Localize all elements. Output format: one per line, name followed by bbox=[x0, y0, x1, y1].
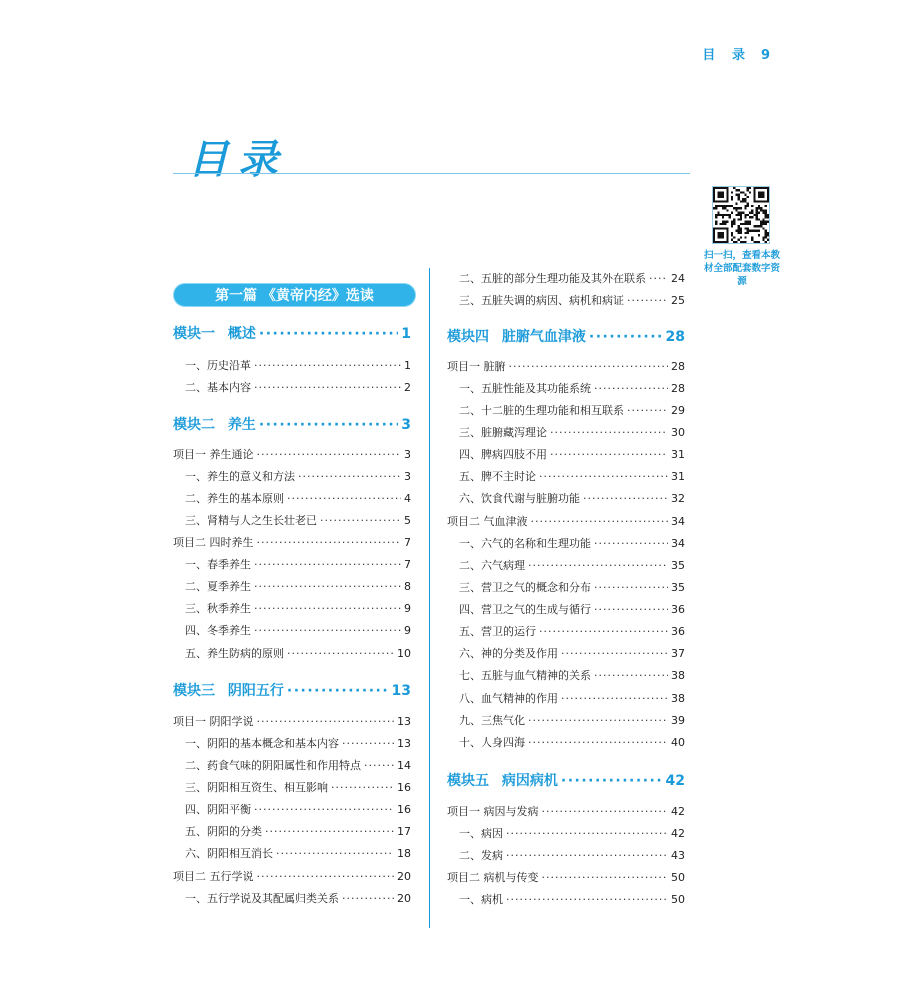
toc-entry-page: 8 bbox=[404, 580, 411, 593]
toc-leader-dots bbox=[331, 781, 394, 794]
toc-entry-title: 一、病因 bbox=[459, 827, 503, 840]
toc-entry-title: 四、阴阳平衡 bbox=[185, 803, 251, 816]
toc-leader-dots bbox=[561, 692, 668, 705]
running-head-page-number: 9 bbox=[760, 48, 770, 63]
toc-leader-dots bbox=[506, 849, 668, 862]
toc-leader-dots bbox=[539, 470, 668, 483]
toc-entry-module[interactable] bbox=[173, 414, 411, 434]
toc-leader-dots bbox=[550, 426, 668, 439]
toc-entry-title: 三、肾精与人之生长壮老已 bbox=[185, 514, 317, 527]
toc-entry-page: 7 bbox=[404, 558, 411, 571]
toc-leader-dots bbox=[276, 847, 394, 860]
toc-entry-title: 项目一 养生通论 bbox=[173, 448, 254, 461]
toc-entry-page: 37 bbox=[671, 647, 685, 660]
toc-entry-title: 六、饮食代谢与脏腑功能 bbox=[459, 492, 580, 505]
toc-entry-page: 7 bbox=[404, 536, 411, 549]
toc-entry-title: 一、历史沿革 bbox=[185, 359, 251, 372]
toc-leader-dots bbox=[287, 683, 389, 699]
toc-entry-page: 36 bbox=[671, 603, 685, 616]
toc-entry-title: 八、血气精神的作用 bbox=[459, 692, 558, 705]
qr-code-icon[interactable] bbox=[712, 186, 770, 244]
running-head-title: 目 录 bbox=[702, 48, 751, 63]
toc-entry-title: 模块三 阴阳五行 bbox=[173, 683, 284, 699]
toc-entry-title: 二、六气病理 bbox=[459, 559, 525, 572]
toc-entry-page: 34 bbox=[671, 537, 685, 550]
toc-entry-item[interactable] bbox=[173, 556, 411, 572]
toc-entry-title: 四、营卫之气的生成与循行 bbox=[459, 603, 591, 616]
toc-leader-dots bbox=[528, 559, 668, 572]
toc-entry-title: 二、十二脏的生理功能和相互联系 bbox=[459, 404, 624, 417]
toc-entry-item[interactable] bbox=[447, 734, 685, 750]
toc-entry-page: 31 bbox=[671, 470, 685, 483]
toc-entry-title: 项目二 气血津液 bbox=[447, 515, 528, 528]
toc-entry-page: 13 bbox=[397, 715, 411, 728]
toc-entry-page: 42 bbox=[665, 773, 685, 789]
toc-entry-title: 模块一 概述 bbox=[173, 326, 256, 342]
toc-entry-item[interactable] bbox=[173, 468, 411, 484]
toc-entry-title: 三、营卫之气的概念和分布 bbox=[459, 581, 591, 594]
toc-entry-page: 1 bbox=[404, 359, 411, 372]
toc-entry-item[interactable] bbox=[173, 890, 411, 906]
toc-entry-page: 9 bbox=[404, 624, 411, 637]
toc-entry-item[interactable] bbox=[447, 825, 685, 841]
toc-entry-page: 50 bbox=[671, 893, 685, 906]
toc-leader-dots bbox=[528, 736, 668, 749]
toc-entry-project[interactable] bbox=[447, 358, 685, 374]
toc-entry-item[interactable] bbox=[173, 512, 411, 528]
page-title: 目录 bbox=[188, 137, 288, 183]
toc-entry-item[interactable] bbox=[447, 424, 685, 440]
toc-entry-title: 六、阴阳相互消长 bbox=[185, 847, 273, 860]
toc-leader-dots bbox=[561, 647, 668, 660]
toc-entry-page: 13 bbox=[391, 683, 411, 699]
toc-entry-title: 模块二 养生 bbox=[173, 417, 256, 433]
toc-leader-dots bbox=[257, 715, 395, 728]
toc-entry-page: 10 bbox=[397, 647, 411, 660]
toc-leader-dots bbox=[561, 773, 663, 789]
toc-entry-page: 20 bbox=[397, 892, 411, 905]
toc-entry-project[interactable] bbox=[173, 868, 411, 884]
toc-leader-dots bbox=[254, 381, 401, 394]
toc-entry-item[interactable] bbox=[447, 468, 685, 484]
toc-entry-item[interactable] bbox=[447, 847, 685, 863]
toc-entry-title: 项目一 脏腑 bbox=[447, 360, 506, 373]
toc-leader-dots bbox=[287, 647, 394, 660]
toc-entry-item[interactable] bbox=[173, 801, 411, 817]
toc-entry-page: 1 bbox=[401, 326, 411, 342]
toc-leader-dots bbox=[509, 360, 669, 373]
toc-entry-project[interactable] bbox=[173, 534, 411, 550]
toc-leader-dots bbox=[594, 603, 668, 616]
toc-entry-item[interactable] bbox=[447, 667, 685, 683]
toc-entry-page: 31 bbox=[671, 448, 685, 461]
toc-entry-title: 一、五行学说及其配属归类关系 bbox=[185, 892, 339, 905]
toc-entry-page: 25 bbox=[671, 294, 685, 307]
toc-entry-module[interactable] bbox=[173, 323, 411, 343]
toc-leader-dots bbox=[364, 759, 394, 772]
toc-leader-dots bbox=[506, 827, 668, 840]
toc-leader-dots bbox=[594, 382, 668, 395]
toc-entry-title: 十、人身四海 bbox=[459, 736, 525, 749]
toc-leader-dots bbox=[254, 602, 401, 615]
toc-entry-title: 九、三焦气化 bbox=[459, 714, 525, 727]
toc-entry-item[interactable] bbox=[447, 292, 685, 308]
toc-leader-dots bbox=[542, 871, 669, 884]
toc-leader-dots bbox=[342, 892, 394, 905]
toc-entry-module[interactable] bbox=[447, 770, 685, 790]
toc-entry-page: 13 bbox=[397, 737, 411, 750]
toc-entry-page: 32 bbox=[671, 492, 685, 505]
toc-entry-title: 一、六气的名称和生理功能 bbox=[459, 537, 591, 550]
part-banner: 第一篇 《黄帝内经》选读 bbox=[173, 283, 416, 307]
toc-entry-page: 36 bbox=[671, 625, 685, 638]
toc-entry-title: 项目一 阴阳学说 bbox=[173, 715, 254, 728]
toc-entry-item[interactable] bbox=[447, 891, 685, 907]
toc-entry-title: 三、五脏失调的病因、病机和病证 bbox=[459, 294, 624, 307]
toc-entry-page: 20 bbox=[397, 870, 411, 883]
toc-entry-page: 30 bbox=[671, 426, 685, 439]
toc-entry-page: 29 bbox=[671, 404, 685, 417]
toc-leader-dots bbox=[531, 515, 669, 528]
toc-entry-page: 40 bbox=[671, 736, 685, 749]
toc-entry-page: 28 bbox=[671, 382, 685, 395]
toc-entry-item[interactable] bbox=[447, 446, 685, 462]
toc-entry-item[interactable] bbox=[447, 270, 685, 286]
qr-caption: 扫一扫，查看本教材全部配套数字资源 bbox=[703, 250, 780, 287]
toc-entry-title: 七、五脏与血气精神的关系 bbox=[459, 669, 591, 682]
toc-entry-page: 24 bbox=[671, 272, 685, 285]
toc-entry-title: 四、冬季养生 bbox=[185, 624, 251, 637]
toc-leader-dots bbox=[254, 580, 401, 593]
toc-leader-dots bbox=[298, 470, 401, 483]
toc-entry-page: 39 bbox=[671, 714, 685, 727]
toc-entry-title: 一、阴阳的基本概念和基本内容 bbox=[185, 737, 339, 750]
toc-entry-title: 二、药食气味的阴阳属性和作用特点 bbox=[185, 759, 361, 772]
toc-entry-title: 二、五脏的部分生理功能及其外在联系 bbox=[459, 272, 646, 285]
toc-leader-dots bbox=[542, 805, 669, 818]
toc-leader-dots bbox=[649, 272, 668, 285]
toc-entry-project[interactable] bbox=[447, 803, 685, 819]
column-divider bbox=[429, 268, 430, 928]
toc-entry-page: 9 bbox=[404, 602, 411, 615]
toc-entry-title: 五、脾不主时论 bbox=[459, 470, 536, 483]
toc-entry-item[interactable] bbox=[447, 490, 685, 506]
toc-entry-item[interactable] bbox=[447, 579, 685, 595]
title-rule bbox=[173, 173, 690, 174]
toc-leader-dots bbox=[254, 803, 394, 816]
toc-entry-page: 34 bbox=[671, 515, 685, 528]
toc-leader-dots bbox=[259, 326, 398, 342]
toc-entry-item[interactable] bbox=[173, 600, 411, 616]
toc-entry-module[interactable] bbox=[447, 326, 685, 346]
toc-entry-title: 模块四 脏腑气血津液 bbox=[447, 329, 586, 345]
toc-entry-title: 五、阴阳的分类 bbox=[185, 825, 262, 838]
toc-entry-title: 项目一 病因与发病 bbox=[447, 805, 539, 818]
toc-leader-dots bbox=[594, 669, 668, 682]
toc-entry-item[interactable] bbox=[173, 757, 411, 773]
toc-entry-page: 5 bbox=[404, 514, 411, 527]
toc-entry-item[interactable] bbox=[447, 557, 685, 573]
toc-entry-item[interactable] bbox=[447, 601, 685, 617]
toc-entry-item[interactable] bbox=[447, 402, 685, 418]
toc-entry-item[interactable] bbox=[173, 779, 411, 795]
toc-entry-item[interactable] bbox=[173, 735, 411, 751]
toc-leader-dots bbox=[627, 294, 668, 307]
toc-entry-page: 17 bbox=[397, 825, 411, 838]
toc-entry-page: 3 bbox=[404, 448, 411, 461]
toc-entry-item[interactable] bbox=[447, 380, 685, 396]
toc-leader-dots bbox=[259, 417, 398, 433]
toc-entry-item[interactable] bbox=[173, 379, 411, 395]
toc-leader-dots bbox=[627, 404, 668, 417]
toc-entry-title: 三、阴阳相互资生、相互影响 bbox=[185, 781, 328, 794]
toc-entry-item[interactable] bbox=[173, 622, 411, 638]
toc-leader-dots bbox=[287, 492, 401, 505]
toc-entry-page: 38 bbox=[671, 692, 685, 705]
toc-entry-title: 五、养生防病的原则 bbox=[185, 647, 284, 660]
toc-leader-dots bbox=[257, 448, 402, 461]
toc-entry-page: 16 bbox=[397, 781, 411, 794]
toc-entry-project[interactable] bbox=[447, 869, 685, 885]
toc-entry-title: 项目二 病机与传变 bbox=[447, 871, 539, 884]
toc-entry-title: 二、养生的基本原则 bbox=[185, 492, 284, 505]
toc-entry-project[interactable] bbox=[173, 446, 411, 462]
toc-entry-page: 3 bbox=[401, 417, 411, 433]
toc-leader-dots bbox=[594, 537, 668, 550]
toc-entry-title: 五、营卫的运行 bbox=[459, 625, 536, 638]
toc-entry-project[interactable] bbox=[447, 513, 685, 529]
toc-leader-dots bbox=[265, 825, 394, 838]
toc-entry-title: 一、病机 bbox=[459, 893, 503, 906]
toc-entry-page: 43 bbox=[671, 849, 685, 862]
toc-entry-title: 一、春季养生 bbox=[185, 558, 251, 571]
toc-entry-item[interactable] bbox=[447, 623, 685, 639]
toc-leader-dots bbox=[254, 359, 401, 372]
toc-entry-page: 42 bbox=[671, 827, 685, 840]
toc-leader-dots bbox=[320, 514, 401, 527]
toc-entry-item[interactable] bbox=[173, 578, 411, 594]
toc-leader-dots bbox=[506, 893, 668, 906]
toc-leader-dots bbox=[539, 625, 668, 638]
toc-entry-title: 二、基本内容 bbox=[185, 381, 251, 394]
toc-entry-page: 38 bbox=[671, 669, 685, 682]
toc-leader-dots bbox=[589, 329, 663, 345]
toc-leader-dots bbox=[254, 558, 401, 571]
toc-entry-item[interactable] bbox=[173, 823, 411, 839]
toc-entry-title: 项目二 五行学说 bbox=[173, 870, 254, 883]
toc-leader-dots bbox=[594, 581, 668, 594]
toc-entry-title: 项目二 四时养生 bbox=[173, 536, 254, 549]
toc-entry-page: 28 bbox=[665, 329, 685, 345]
toc-entry-page: 28 bbox=[671, 360, 685, 373]
toc-entry-page: 14 bbox=[397, 759, 411, 772]
toc-entry-project[interactable] bbox=[173, 713, 411, 729]
toc-entry-page: 42 bbox=[671, 805, 685, 818]
toc-entry-title: 四、脾病四肢不用 bbox=[459, 448, 547, 461]
toc-entry-title: 模块五 病因病机 bbox=[447, 773, 558, 789]
toc-entry-page: 35 bbox=[671, 581, 685, 594]
toc-entry-title: 二、夏季养生 bbox=[185, 580, 251, 593]
toc-entry-page: 50 bbox=[671, 871, 685, 884]
toc-entry-title: 三、脏腑藏泻理论 bbox=[459, 426, 547, 439]
toc-entry-page: 3 bbox=[404, 470, 411, 483]
toc-entry-item[interactable] bbox=[447, 535, 685, 551]
toc-entry-item[interactable] bbox=[447, 645, 685, 661]
toc-entry-item[interactable] bbox=[173, 490, 411, 506]
toc-leader-dots bbox=[342, 737, 394, 750]
toc-entry-item[interactable] bbox=[173, 645, 411, 661]
toc-entry-title: 二、发病 bbox=[459, 849, 503, 862]
toc-entry-page: 2 bbox=[404, 381, 411, 394]
toc-entry-module[interactable] bbox=[173, 680, 411, 700]
toc-entry-page: 18 bbox=[397, 847, 411, 860]
toc-entry-title: 六、神的分类及作用 bbox=[459, 647, 558, 660]
toc-leader-dots bbox=[257, 870, 395, 883]
toc-leader-dots bbox=[254, 624, 401, 637]
running-head bbox=[702, 44, 770, 63]
toc-entry-title: 一、养生的意义和方法 bbox=[185, 470, 295, 483]
toc-entry-title: 一、五脏性能及其功能系统 bbox=[459, 382, 591, 395]
toc-leader-dots bbox=[550, 448, 668, 461]
toc-entry-item[interactable] bbox=[173, 845, 411, 861]
toc-leader-dots bbox=[583, 492, 668, 505]
toc-leader-dots bbox=[257, 536, 402, 549]
toc-entry-page: 4 bbox=[404, 492, 411, 505]
toc-entry-title: 三、秋季养生 bbox=[185, 602, 251, 615]
toc-entry-page: 35 bbox=[671, 559, 685, 572]
toc-entry-item[interactable] bbox=[447, 712, 685, 728]
toc-entry-item[interactable] bbox=[173, 357, 411, 373]
toc-entry-page: 16 bbox=[397, 803, 411, 816]
toc-leader-dots bbox=[528, 714, 668, 727]
toc-entry-item[interactable] bbox=[447, 690, 685, 706]
